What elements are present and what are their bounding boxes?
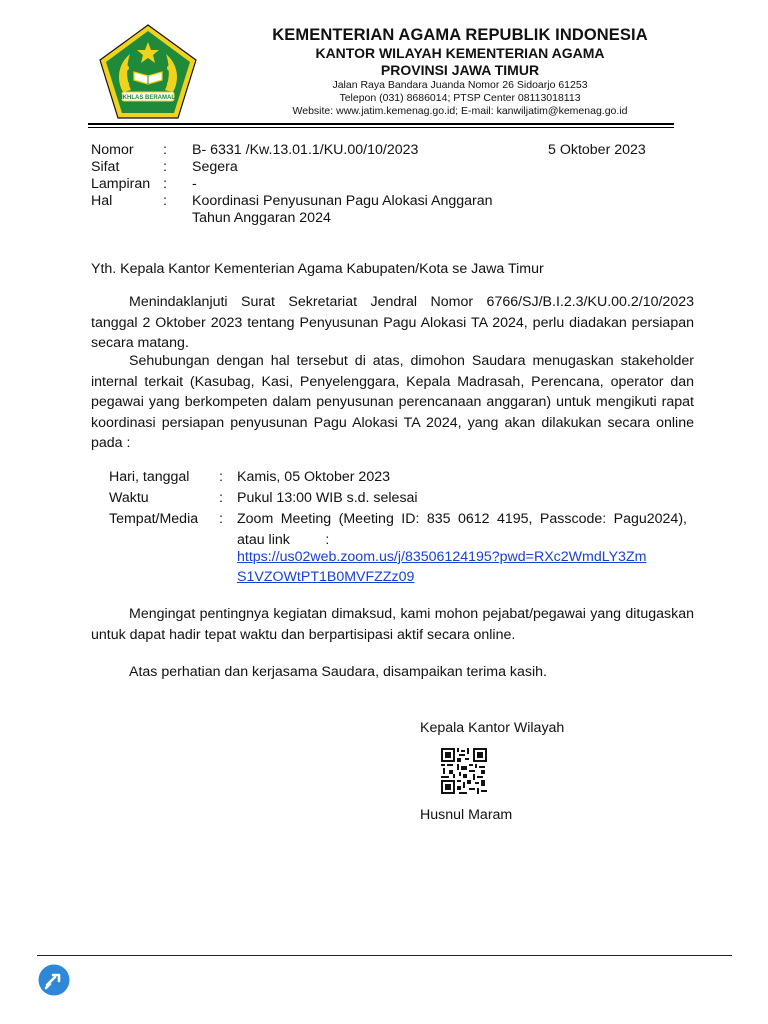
place-label: Tempat/Media (109, 511, 199, 527)
day-label: Hari, tanggal (109, 469, 190, 485)
paragraph-4: Atas perhatian dan kerjasama Saudara, disampaikan terima kasih. (129, 664, 547, 680)
hal-value-line1: Koordinasi Penyusunan Pagu Alokasi Anggaran (192, 193, 493, 209)
meta-nomor (91, 142, 541, 159)
colon: : (163, 159, 167, 175)
office-phone: Telepon (031) 8686014; PTSP Center 08113018113 (339, 92, 581, 104)
schedule-time (109, 488, 699, 508)
lampiran-value: - (192, 176, 197, 192)
qr-code-signature (441, 748, 487, 794)
paragraph-2: Sehubungan dengan hal tersebut di atas, dimohon Saudara menugaskan stakeholder internal terkait (Kasubag, Kasi, Penyelenggara, Kepala Madrasah, Perencana, operator dan pegawai yang berkompeten dalam penyusunan perencanaan anggaran) untuk mengikuti rapat koordinasi persiapan penyusunan Pagu Alokasi TA 2024, yang akan dilakukan secara online pada : (91, 353, 694, 451)
footer-rule (37, 955, 732, 956)
colon: : (163, 176, 167, 192)
hal-label: Hal (91, 193, 113, 209)
logo-motto: IKHLAS BERAMAL (121, 95, 175, 101)
zoom-link-line1[interactable]: https://us02web.zoom.us/j/83506124195?pwd=RXc2WmdLY3Zm (237, 549, 647, 565)
meta-hal (91, 193, 541, 227)
nomor-label: Nomor (91, 142, 134, 158)
lampiran-label: Lampiran (91, 176, 151, 192)
colon: : (163, 142, 167, 158)
colon: : (219, 511, 223, 527)
meta-lampiran (91, 176, 541, 193)
paragraph-3: Mengingat pentingnya kegiatan dimaksud, kami mohon pejabat/pegawai yang ditugaskan untuk dapat hadir tepat waktu dan berpartisipasi aktif secara online. (91, 606, 694, 643)
time-value: Pukul 13:00 WIB s.d. selesai (237, 490, 418, 506)
letter-date: 5 Oktober 2023 (548, 142, 646, 158)
nomor-value: B- 6331 /Kw.13.01.1/KU.00/10/2023 (192, 142, 419, 158)
colon: : (219, 469, 223, 485)
time-label: Waktu (109, 490, 149, 506)
office-name: KANTOR WILAYAH KEMENTERIAN AGAMA (315, 45, 605, 61)
colon: : (163, 193, 167, 209)
signatory-title: Kepala Kantor Wilayah (420, 720, 565, 736)
recipient: Yth. Kepala Kantor Kementerian Agama Kabupaten/Kota se Jawa Timur (91, 261, 544, 277)
letterhead-rule-thin (88, 127, 674, 128)
letterhead-rule-thick (88, 123, 674, 125)
signatory-name: Husnul Maram (420, 807, 513, 823)
sifat-value: Segera (192, 159, 238, 175)
office-web: Website: www.jatim.kemenag.go.id; E-mail: kanwiljatim@kemenag.go.id (292, 105, 628, 117)
province-name: PROVINSI JAWA TIMUR (380, 62, 540, 78)
colon: : (219, 490, 223, 506)
schedule-day (109, 467, 699, 487)
office-address: Jalan Raya Bandara Juanda Nomor 26 Sidoarjo 61253 (332, 79, 588, 91)
schedule-place (109, 509, 699, 591)
day-value: Kamis, 05 Oktober 2023 (237, 469, 390, 485)
paragraph-1: Menindaklanjuti Surat Sekretariat Jendral Nomor 6766/SJ/B.I.2.3/KU.00.2/10/2023 tanggal 2 Oktober 2023 tentang Penyusunan Pagu Alokasi TA 2024, perlu diadakan persiapan secara matang. (91, 294, 694, 351)
hal-value-line2: Tahun Anggaran 2024 (192, 210, 331, 226)
sifat-label: Sifat (91, 159, 120, 175)
place-value: Zoom Meeting (Meeting ID: 835 0612 4195, Passcode: Pagu2024), atau link : (237, 511, 687, 548)
scribd-logo-icon[interactable] (38, 964, 70, 996)
meta-sifat (91, 159, 541, 176)
ministry-name: KEMENTERIAN AGAMA REPUBLIK INDONESIA (272, 26, 648, 44)
kemenag-logo (96, 22, 200, 122)
zoom-link-line2[interactable]: S1VZOWtPT1B0MVFZZz09 (237, 569, 415, 585)
